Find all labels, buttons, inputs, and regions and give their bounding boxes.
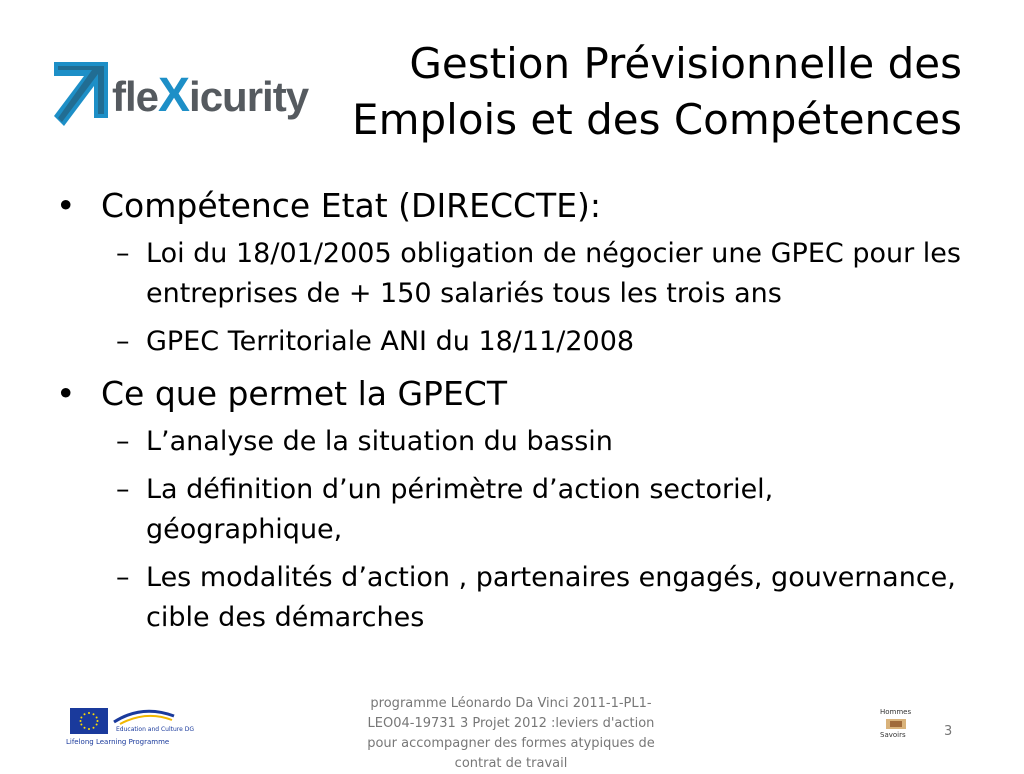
bullet-item bbox=[56, 370, 976, 418]
bullet-icon: • bbox=[56, 186, 76, 225]
dash-icon: – bbox=[116, 562, 130, 593]
eu-stars-icon bbox=[70, 708, 108, 734]
sub-bullet-item bbox=[56, 322, 976, 362]
sub-bullet-item bbox=[56, 558, 976, 638]
dash-icon: – bbox=[116, 474, 130, 505]
sub-bullet-text: La définition d’un périmètre d’action sectoriel, géographique, bbox=[146, 474, 774, 545]
hommes-savoirs-logo bbox=[880, 708, 920, 744]
dg-label: Education and Culture DG bbox=[116, 726, 194, 733]
page-number: 3 bbox=[944, 724, 953, 739]
slide-title bbox=[242, 36, 962, 148]
slide-content bbox=[56, 182, 976, 646]
sub-bullet-item bbox=[56, 470, 976, 550]
bullet-icon: • bbox=[56, 374, 76, 413]
sub-bullet-text: GPEC Territoriale ANI du 18/11/2008 bbox=[146, 326, 635, 357]
sub-bullet-item bbox=[56, 422, 976, 462]
eu-flag-icon bbox=[70, 708, 108, 734]
bullet-item bbox=[56, 182, 976, 230]
logo-word: Savoirs bbox=[880, 731, 906, 739]
sub-bullet-text: Loi du 18/01/2005 obligation de négocier une GPEC pour les entreprises de + 150 salariés tous les trois ans bbox=[146, 238, 961, 309]
bullet-text: Compétence Etat (DIRECCTE): bbox=[101, 186, 602, 225]
llp-swoosh-icon bbox=[112, 708, 176, 726]
llp-label: Lifelong Learning Programme bbox=[66, 738, 170, 746]
title-line-1: Gestion Prévisionnelle des bbox=[409, 39, 962, 88]
dash-icon: – bbox=[116, 238, 130, 269]
sub-bullet-text: Les modalités d’action , partenaires engagés, gouvernance, cible des démarches bbox=[146, 562, 956, 633]
bullet-text: Ce que permet la GPECT bbox=[101, 374, 508, 413]
dash-icon: – bbox=[116, 426, 130, 457]
title-line-2: Emplois et des Compétences bbox=[352, 95, 962, 144]
arrow-logo-icon bbox=[52, 60, 110, 132]
eu-llp-logo bbox=[66, 708, 194, 752]
emblem-icon bbox=[884, 717, 908, 731]
logo-wordmark: fleXicurity bbox=[112, 69, 309, 122]
sub-bullet-item bbox=[56, 234, 976, 314]
logo-word: Hommes bbox=[880, 708, 912, 716]
sub-bullet-text: L’analyse de la situation du bassin bbox=[146, 426, 613, 457]
dash-icon: – bbox=[116, 326, 130, 357]
footer-text: programme Léonardo Da Vinci 2011-1-PL1-LEO04-19731 3 Projet 2012 :leviers d'action pour accompagner des formes atypiques de contrat de travail bbox=[367, 696, 655, 771]
